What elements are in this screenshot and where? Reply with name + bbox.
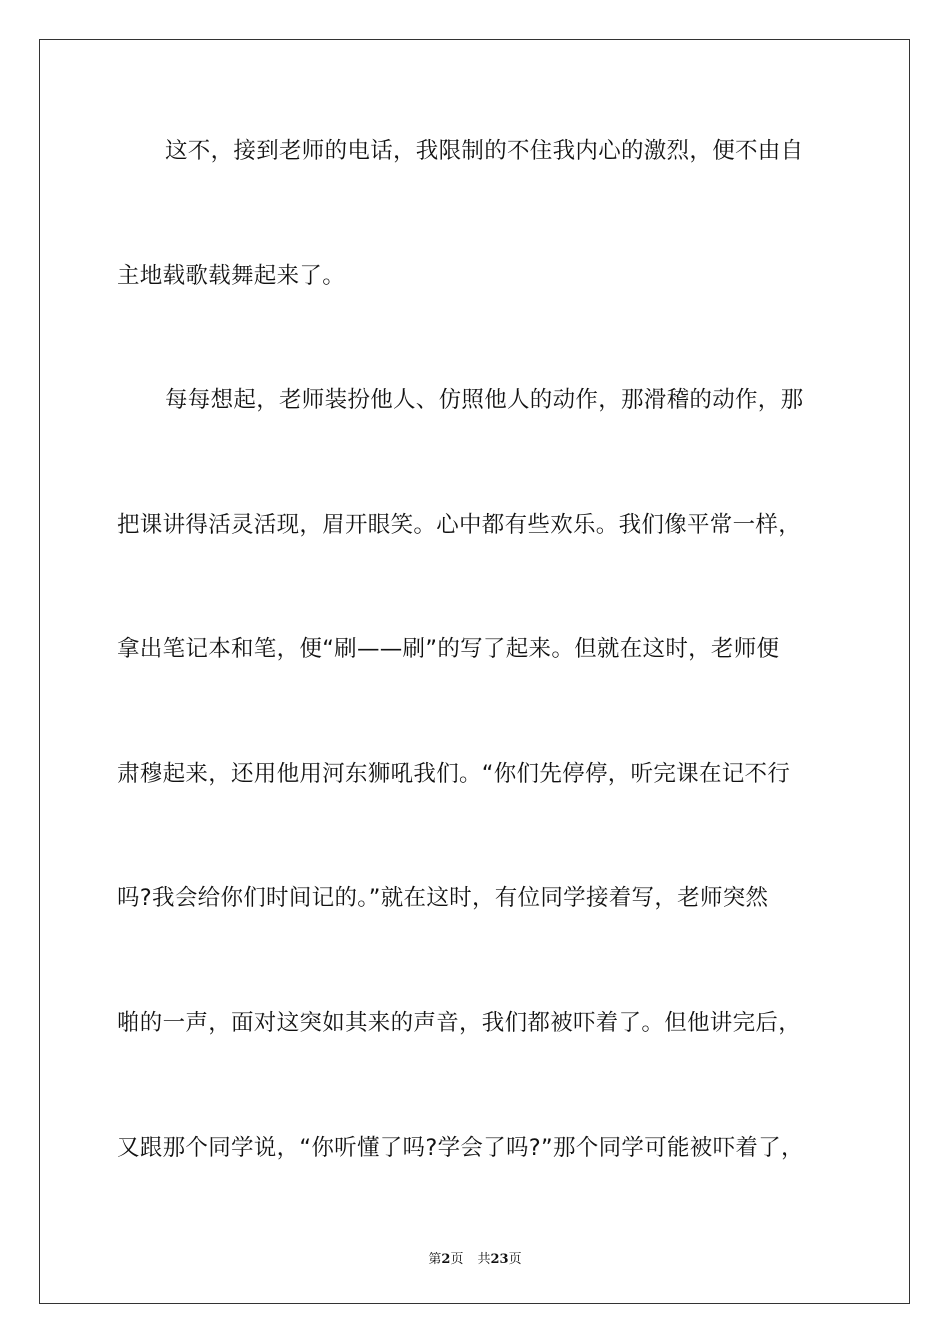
page-border [39, 39, 910, 1304]
paragraph-line: 吗?我会给你们时间记的。”就在这时，有位同学接着写，老师突然 [117, 885, 769, 911]
paragraph-line: 把课讲得活灵活现，眉开眼笑。心中都有些欢乐。我们像平常一样， [117, 512, 802, 538]
paragraph-line: 主地载歌载舞起来了。 [117, 263, 346, 289]
footer-page-total: 23 [490, 1252, 509, 1267]
paragraph-line: 又跟那个同学说，“你听懂了吗?学会了吗?”那个同学可能被吓着了， [117, 1135, 804, 1161]
footer-page-suffix: 页 [450, 1252, 464, 1267]
paragraph-line: 啪的一声，面对这突如其来的声音，我们都被吓着了。但他讲完后， [117, 1010, 802, 1036]
paragraph-line: 这不，接到老师的电话，我限制的不住我内心的激烈，便不由自 [165, 138, 804, 164]
paragraph-line: 肃穆起来，还用他用河东狮吼我们。“你们先停停，听完课在记不行 [117, 761, 791, 787]
page-footer [0, 1248, 950, 1267]
paragraph-line: 拿出笔记本和笔，便“刷——刷”的写了起来。但就在这时，老师便 [117, 636, 780, 662]
footer-total-prefix: 共 [477, 1252, 491, 1267]
footer-page-current: 2 [441, 1252, 451, 1267]
paragraph-line: 每每想起，老师装扮他人、仿照他人的动作，那滑稽的动作，那 [165, 387, 804, 413]
footer-total-suffix: 页 [508, 1252, 522, 1267]
footer-page-prefix: 第 [428, 1252, 442, 1267]
